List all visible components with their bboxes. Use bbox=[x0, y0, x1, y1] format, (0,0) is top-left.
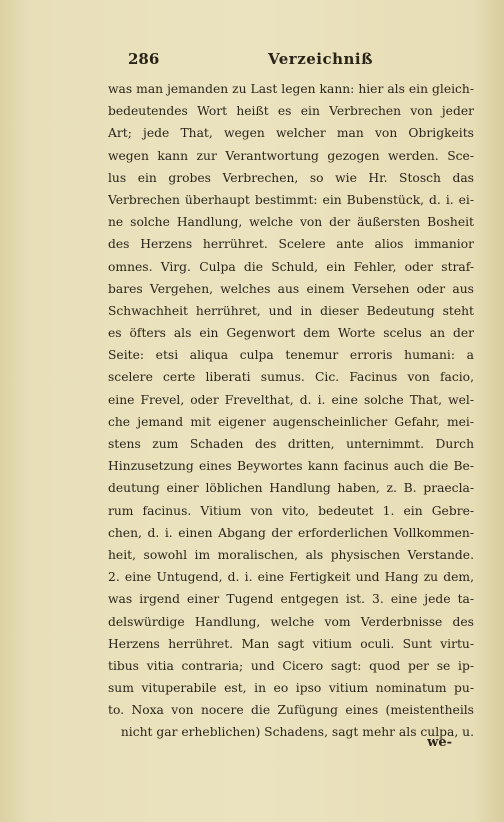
text-line: Schwachheit herrühret, und in dieser Bedeutung steht bbox=[108, 303, 474, 318]
text-line: che jemand mit eigener augenscheinlicher Gefahr, mei- bbox=[108, 414, 474, 429]
text-line: ne solche Handlung, welche von der äußersten Bosheit bbox=[108, 215, 474, 230]
text-line: nicht gar erheblichen) Schadens, sagt mehr als culpa, u. bbox=[120, 725, 474, 740]
text-line: bares Vergehen, welches aus einem Versehen oder aus bbox=[108, 281, 474, 296]
text-line: deutung einer löblichen Handlung haben, z. B. praecla- bbox=[108, 481, 474, 496]
text-line: delswürdige Handlung, welche vom Verderbnisse des bbox=[108, 614, 474, 629]
text-line: Herzens herrühret. Man sagt vitium oculi. Sunt virtu- bbox=[108, 636, 474, 651]
body-text bbox=[108, 78, 474, 744]
text-line: eine Frevel, oder Frevelthat, d. i. eine solche That, wel- bbox=[108, 392, 474, 407]
text-line: Seite: etsi aliqua culpa tenemur erroris humani: a bbox=[108, 348, 474, 363]
catchword: we- bbox=[427, 735, 452, 750]
text-line: des Herzens herrühret. Scelere ante alios immanior bbox=[108, 237, 474, 252]
text-line: sum vituperabile est, in eo ipso vitium nominatum pu- bbox=[108, 681, 474, 696]
text-line: was man jemanden zu Last legen kann: hier als ein gleich- bbox=[108, 82, 474, 96]
text-line: wegen kann zur Verantwortung gezogen werden. Sce- bbox=[108, 148, 474, 163]
text-line: stens zum Schaden des dritten, unternimmt. Durch bbox=[108, 437, 474, 451]
page-number: 286 bbox=[128, 50, 160, 68]
text-line: chen, d. i. einen Abgang der erforderlichen Vollkommen- bbox=[108, 525, 474, 540]
text-line: Hinzusetzung eines Beywortes kann facinus auch die Be- bbox=[108, 459, 474, 474]
text-line: Verbrechen überhaupt bestimmt: ein Bubenstück, d. i. ei- bbox=[108, 192, 474, 207]
text-line: heit, sowohl im moralischen, als physischen Verstande. bbox=[108, 547, 474, 562]
text-line: omnes. Virg. Culpa die Schuld, ein Fehler, oder straf- bbox=[108, 259, 474, 274]
text-line: scelere certe liberati sumus. Cic. Facinus von facio, bbox=[108, 370, 474, 385]
text-line: tibus vitia contraria; und Cicero sagt: quod per se ip- bbox=[108, 658, 474, 673]
text-line: es öfters als ein Gegenwort dem Worte scelus an der bbox=[108, 326, 474, 341]
text-line: was irgend einer Tugend entgegen ist. 3. eine jede ta- bbox=[108, 592, 474, 607]
text-line: lus ein grobes Verbrechen, so wie Hr. Stosch das bbox=[108, 170, 474, 185]
text-line: bedeutendes Wort heißt es ein Verbrechen von jeder bbox=[108, 104, 474, 119]
text-line: to. Noxa von nocere die Zufügung eines (meistentheils bbox=[108, 703, 474, 718]
page-header bbox=[108, 50, 460, 70]
text-line: rum facinus. Vitium von vito, bedeutet 1. ein Gebre- bbox=[108, 503, 474, 518]
running-title: Verzeichniß bbox=[268, 50, 374, 68]
text-line: Art; jede That, wegen welcher man von Obrigkeits bbox=[108, 126, 474, 141]
text-line: 2. eine Untugend, d. i. eine Fertigkeit und Hang zu dem, bbox=[108, 570, 474, 585]
